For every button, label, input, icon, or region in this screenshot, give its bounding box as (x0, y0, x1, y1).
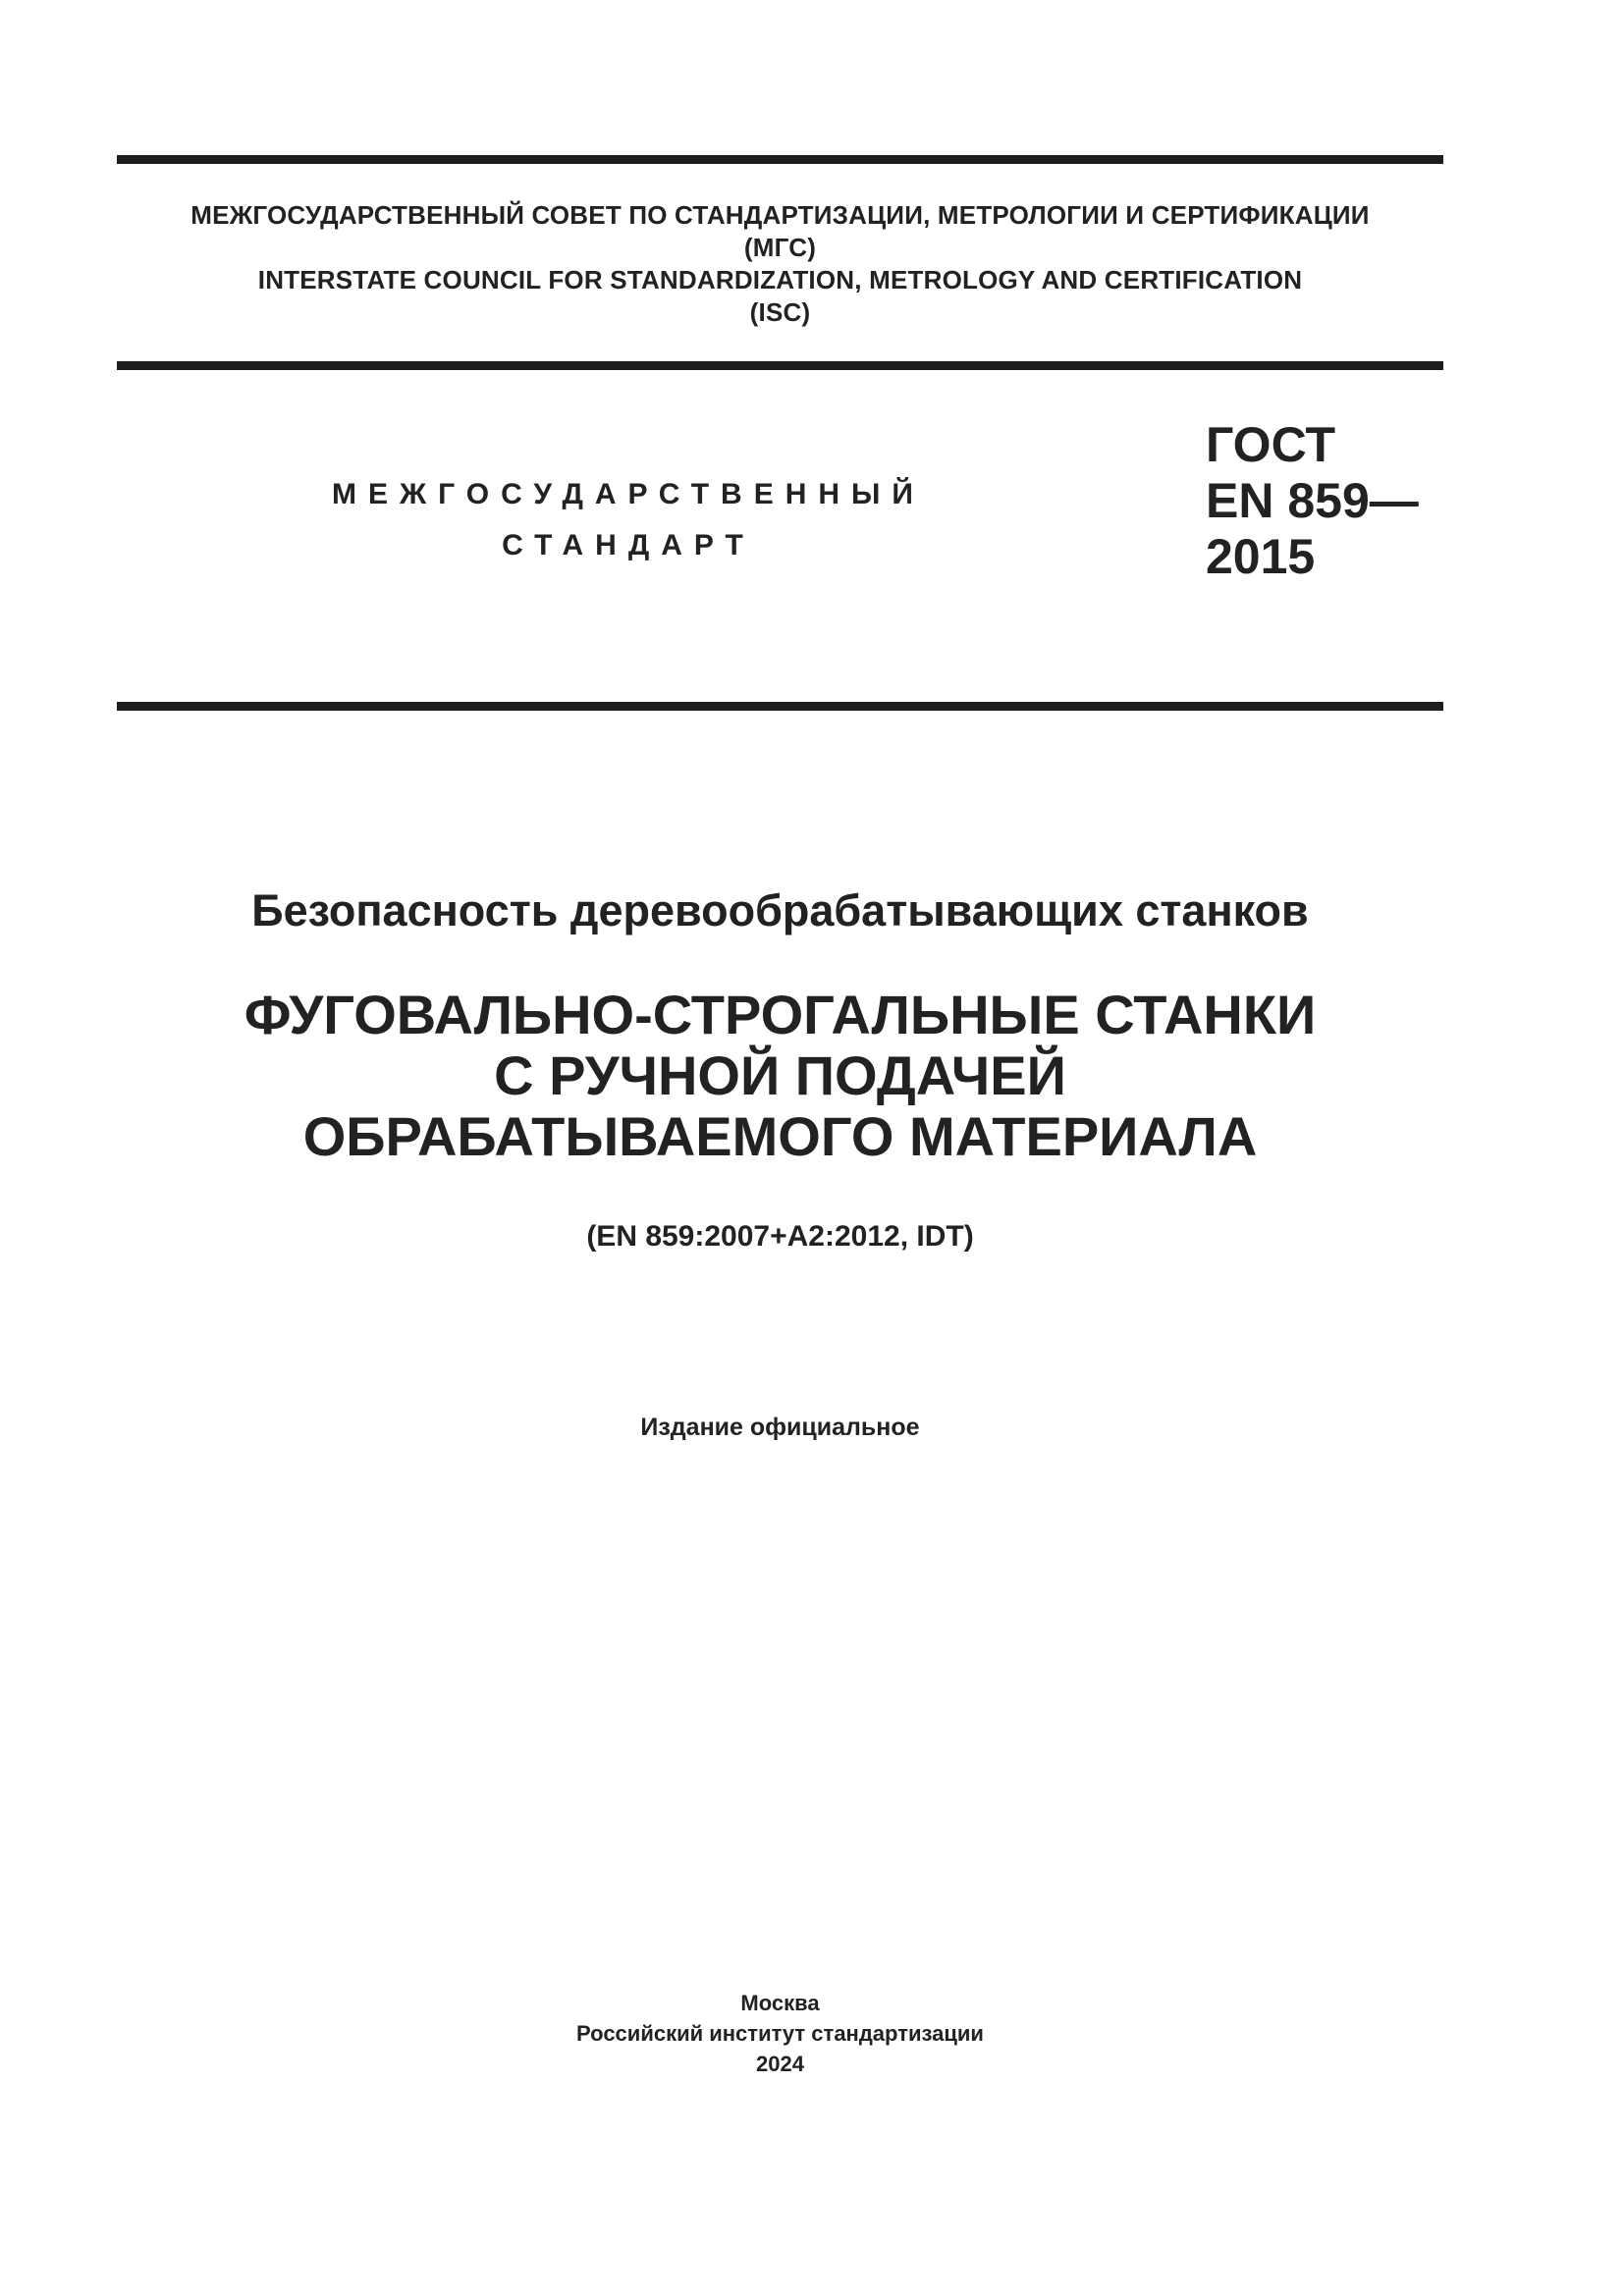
document-title (117, 985, 1443, 1167)
standard-label-line2: СТАНДАРТ (502, 529, 755, 561)
top-rule (117, 155, 1443, 164)
council-abbr-en: (ISC) (749, 297, 811, 327)
council-header (117, 199, 1443, 329)
gost-code: EN 859— (1206, 473, 1419, 528)
edition-note: Издание официальное (640, 1414, 920, 1441)
document-title-line1: ФУГОВАЛЬНО-СТРОГАЛЬНЫЕ СТАНКИ (244, 984, 1317, 1045)
document-title-line2: С РУЧНОЙ ПОДАЧЕЙ (494, 1044, 1066, 1106)
imprint-block (117, 1988, 1443, 2079)
council-name-ru: МЕЖГОСУДАРСТВЕННЫЙ СОВЕТ ПО СТАНДАРТИЗАЦИИ, МЕТРОЛОГИИ И СЕРТИФИКАЦИИ (190, 200, 1370, 230)
imprint-publisher: Российский институт стандартизации (576, 2021, 984, 2046)
header-divider-rule (117, 361, 1443, 370)
imprint-year: 2024 (756, 2052, 804, 2076)
gost-designation (1206, 417, 1419, 585)
document-title-line3: ОБРАБАТЫВАЕМОГО МАТЕРИАЛА (302, 1105, 1258, 1167)
section-divider-rule (117, 702, 1443, 711)
gost-prefix: ГОСТ (1206, 417, 1335, 472)
council-abbr-ru: (МГС) (743, 233, 817, 262)
standard-reference: (EN 859:2007+A2:2012, IDT) (586, 1220, 974, 1253)
document-subtitle: Безопасность деревообрабатывающих станков (251, 885, 1309, 935)
council-name-en: INTERSTATE COUNCIL FOR STANDARDIZATION, METROLOGY AND CERTIFICATION (257, 265, 1303, 294)
gost-year: 2015 (1206, 529, 1316, 584)
standard-label-line1: МЕЖГОСУДАРСТВЕННЫЙ (332, 478, 925, 510)
imprint-city: Москва (740, 1991, 820, 2015)
